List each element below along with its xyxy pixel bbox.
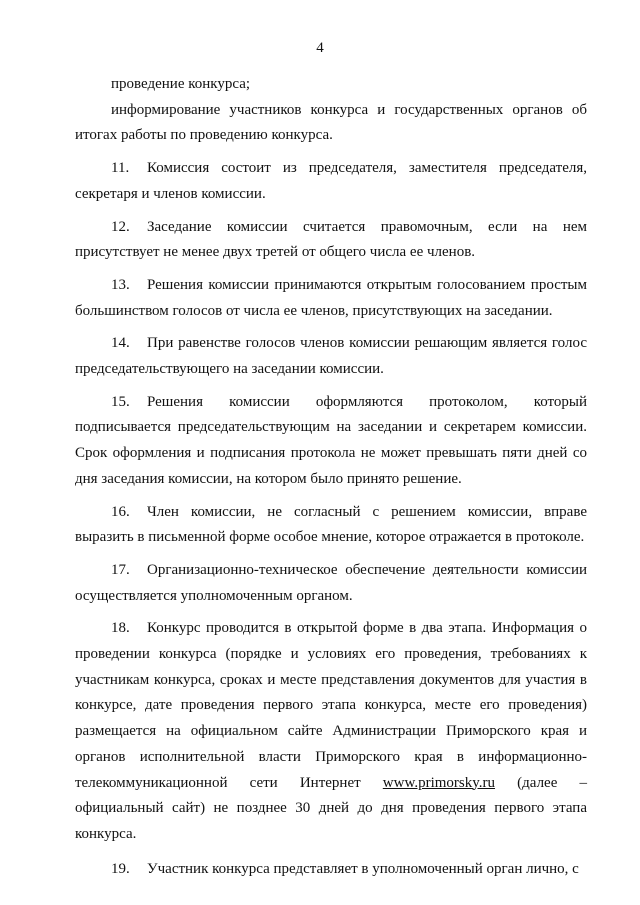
paragraph-18 bbox=[75, 616, 587, 847]
paragraph-text: Решения комиссии оформляются протоколом, который подписывается председательствующим на заседании и секретарем комиссии. Срок оформления и подписания протокола не может превышать пяти дней со дня заседания комиссии, на котором было принято решение. bbox=[75, 393, 587, 487]
paragraph-text: Организационно-техническое обеспечение деятельности комиссии осуществляется уполномоченным органом. bbox=[75, 561, 587, 604]
paragraph-13 bbox=[75, 273, 587, 324]
paragraph-text: проведение конкурса; bbox=[111, 76, 251, 92]
paragraph-number: 14. bbox=[111, 335, 130, 352]
paragraph-number: 13. bbox=[111, 276, 130, 293]
paragraph-text: информирование участников конкурса и государственных органов об итогах работы по проведению конкурса. bbox=[75, 101, 587, 144]
paragraph-text: (далее – официальный сайт) не позднее 30 дней до дня проведения первого этапа конкурса. bbox=[75, 774, 588, 842]
paragraph-number: 18. bbox=[111, 620, 130, 637]
paragraph-text: Конкурс проводится в открытой форме в два этапа. Информация о проведении конкурса (порядке и условиях его проведения, требованиях к участникам конкурса, сроках и месте представления документов для участия в конкурсе, дате проведения первого этапа конкурса, месте его проведения) размещается на официальном сайте Администрации Приморского края и органов исполнительной власти Приморского края в информационно-телекоммуникационной сети Интернет bbox=[75, 620, 587, 791]
paragraph-number: 16. bbox=[111, 503, 130, 520]
website-link[interactable]: www.primorsky.ru bbox=[382, 774, 496, 791]
paragraph-text: При равенстве голосов членов комиссии решающим является голос председательствующего на заседании комиссии. bbox=[75, 335, 587, 378]
paragraph-11 bbox=[75, 156, 587, 207]
paragraph-15 bbox=[75, 390, 587, 493]
paragraph-informing bbox=[75, 98, 587, 149]
page-number: 4 bbox=[316, 40, 324, 56]
paragraph-text: Решения комиссии принимаются открытым голосованием простым большинством голосов от числа ее членов, присутствующих на заседании. bbox=[75, 276, 587, 319]
paragraph-text: Заседание комиссии считается правомочным, если на нем присутствует не менее двух третей от общего числа ее членов. bbox=[75, 218, 587, 261]
paragraph-text: Член комиссии, не согласный с решением комиссии, вправе выразить в письменной форме особое мнение, которое отражается в протоколе. bbox=[75, 503, 587, 546]
paragraph-12 bbox=[75, 215, 587, 266]
paragraph-text: Участник конкурса представляет в уполномоченный орган лично, с bbox=[147, 860, 579, 877]
paragraph-number: 19. bbox=[111, 860, 130, 877]
paragraph-text: Комиссия состоит из председателя, заместителя председателя, секретаря и членов комиссии. bbox=[75, 160, 587, 202]
paragraph-number: 12. bbox=[111, 218, 130, 235]
paragraph-17 bbox=[75, 558, 587, 609]
paragraph-conduct bbox=[75, 72, 587, 98]
paragraph-number: 11. bbox=[111, 160, 130, 177]
paragraph-16 bbox=[75, 500, 587, 551]
document-body bbox=[75, 72, 587, 882]
paragraph-19 bbox=[75, 857, 587, 883]
paragraph-number: 15. bbox=[111, 393, 130, 410]
paragraph-number: 17. bbox=[111, 561, 130, 578]
paragraph-14 bbox=[75, 331, 587, 382]
